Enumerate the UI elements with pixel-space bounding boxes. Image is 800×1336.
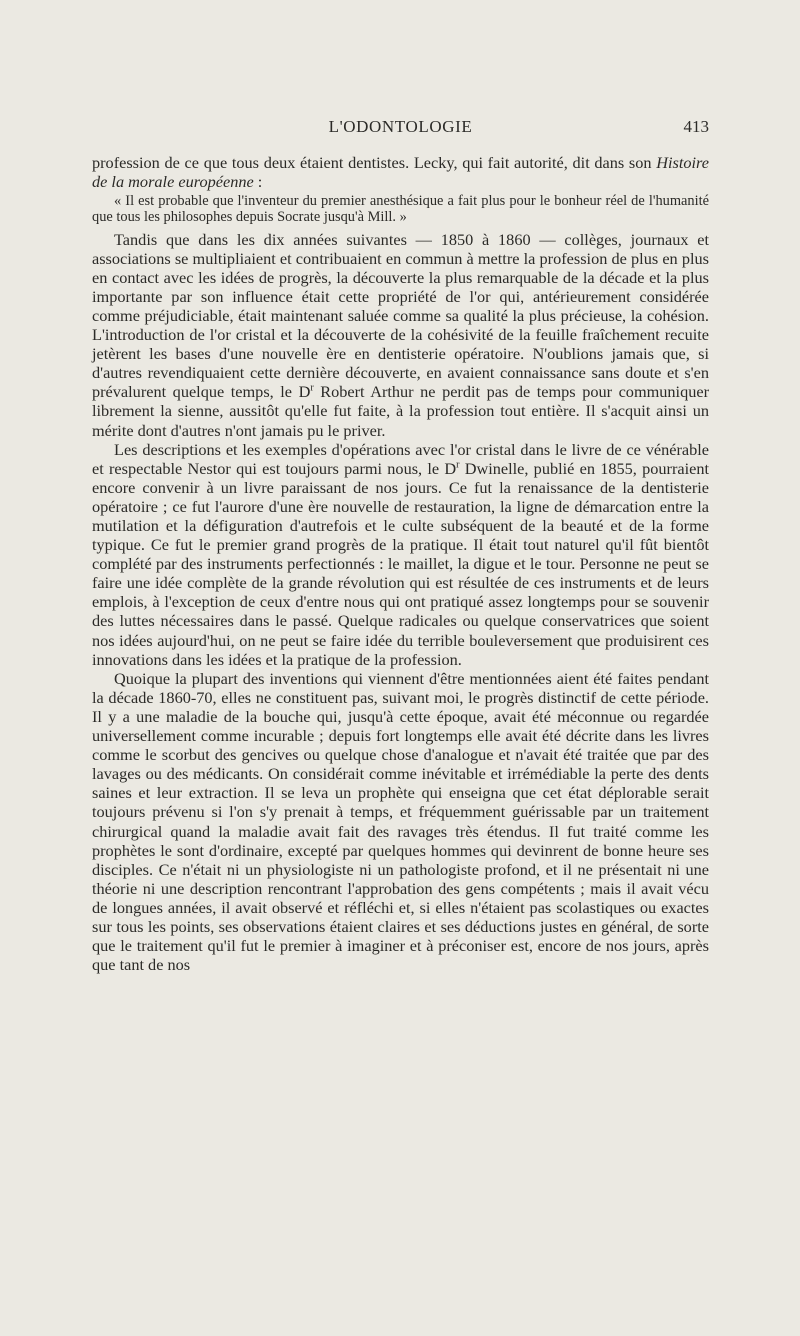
book-title: Histoire de la morale européenne — [92, 153, 709, 192]
block-quote: « Il est probable que l'inventeur du premier anesthésique a fait plus pour le bonheur réel de l'humanité que tous les philosophes depuis Socrate jusqu'à Mill. » — [92, 193, 709, 226]
paragraph-3-text-b: Dwinelle, publié en 1855, pourraient encore convenir à un livre paraissant de nos jours. Ce fut la renaissance de la dentisterie opératoire ; ce fut l'aurore d'une ère nouvelle de restauration, la ligne de démarcation entre la mutilation et la défiguration d'autrefois et le culte subséquent de la beauté et de la forme typique. Ce fut le premier grand progrès de la pratique. Il était tout naturel qu'il fût bientôt complété par des instruments perfectionnés : le maillet, la digue et le tour. Personne ne peut se faire une idée complète de la grande révolution qui est résultée de ces instruments et de leurs emplois, à l'exception de ceux d'entre nous qui ont pratiqué assez longtemps pour se souvenir des luttes nécessaires dans le passé. Quelque radicales ou quelque conservatrices que soient nos idées aujourd'hui, on ne peut se faire idée du terrible bouleversement que produisirent ces innovations dans les idées et la pratique de la profession. — [92, 458, 710, 669]
paragraph-3 — [92, 440, 709, 669]
paragraph-1-text-a: profession de ce que tous deux étaient dentistes. Lecky, qui fait autorité, dit dans son — [92, 153, 657, 172]
paragraph-2-text-b: Robert Arthur ne perdit pas de temps pour communiquer librement la sienne, aussitôt qu'elle fut faite, à la profession tout entière. Il s'acquit ainsi un mérite dont d'autres n'ont jamais pu le priver. — [92, 382, 710, 440]
page-header — [92, 117, 709, 145]
running-title: L'ODONTOLOGIE — [328, 117, 473, 136]
paragraph-3-superscript: r — [456, 459, 460, 471]
body-text — [92, 153, 709, 974]
page-number: 413 — [683, 117, 709, 136]
paragraph-3-text-a: Les descriptions et les exemples d'opérations avec l'or cristal dans le livre de ce vénérable et respectable Nestor qui est toujours parmi nous, le D — [92, 439, 709, 478]
paragraph-1 — [92, 153, 709, 191]
paragraph-2 — [92, 230, 709, 440]
paragraph-4: Quoique la plupart des inventions qui viennent d'être mentionnées aient été faites pendant la décade 1860-70, elles ne constituent pas, suivant moi, le progrès distinctif de cette période. Il y a une maladie de la bouche qui, jusqu'à cette époque, avait été méconnue ou regardée universellement comme incurable ; depuis fort longtemps elle avait été décrite dans les livres comme le scorbut des gencives ou quelque chose d'analogue et n'avait été traitée que par des lavages ou des médicants. On considérait comme inévitable et irrémédiable la perte des dents saines et leur extraction. Il se leva un prophète qui enseigna que cet état déplorable serait toujours prévenu si l'on s'y prenait à temps, et fréquemment guérissable par un traitement chirurgical quand la maladie avait fait des ravages très étendus. Il fut traité comme les prophètes le sont d'ordinaire, excepté par quelques hommes qui devinrent de bonne heure ses disciples. Ce n'était ni un physiologiste ni un pathologiste profond, et il ne présentait ni une théorie ni une description rencontrant l'approbation des gens compétents ; mais il avait vécu de longues années, il avait observé et réfléchi et, si elles n'étaient pas scolastiques ou exactes sur tous les points, ses observations étaient claires et ses déductions justes en général, de sorte que le traitement qu'il fut le premier à imaginer et à préconiser est, encore de nos jours, après que tant de nos — [92, 668, 709, 975]
paragraph-2-superscript: r — [310, 382, 314, 394]
paragraph-2-text-a: Tandis que dans les dix années suivantes — 1850 à 1860 — collèges, journaux et associations se multipliaient et contribuaient en commun à mettre la profession de plus en plus en contact avec les idées de progrès, la découverte la plus remarquable de la décade et la plus importante par son influence était cette propriété de l'or qui, antérieurement considérée comme préjudiciable, était maintenant saluée comme sa qualité la plus précieuse, la cohésion. L'introduction de l'or cristal et la découverte de la cohésivité de la feuille fraîchement recuite jetèrent les bases d'une nouvelle ère en dentisterie opératoire. N'oublions jamais que, si d'autres revendiquaient cette dernière découverte, en avaient connaissance sans doute et s'en prévalurent quelque temps, le D — [92, 229, 709, 402]
paragraph-1-text-b: : — [253, 172, 263, 192]
